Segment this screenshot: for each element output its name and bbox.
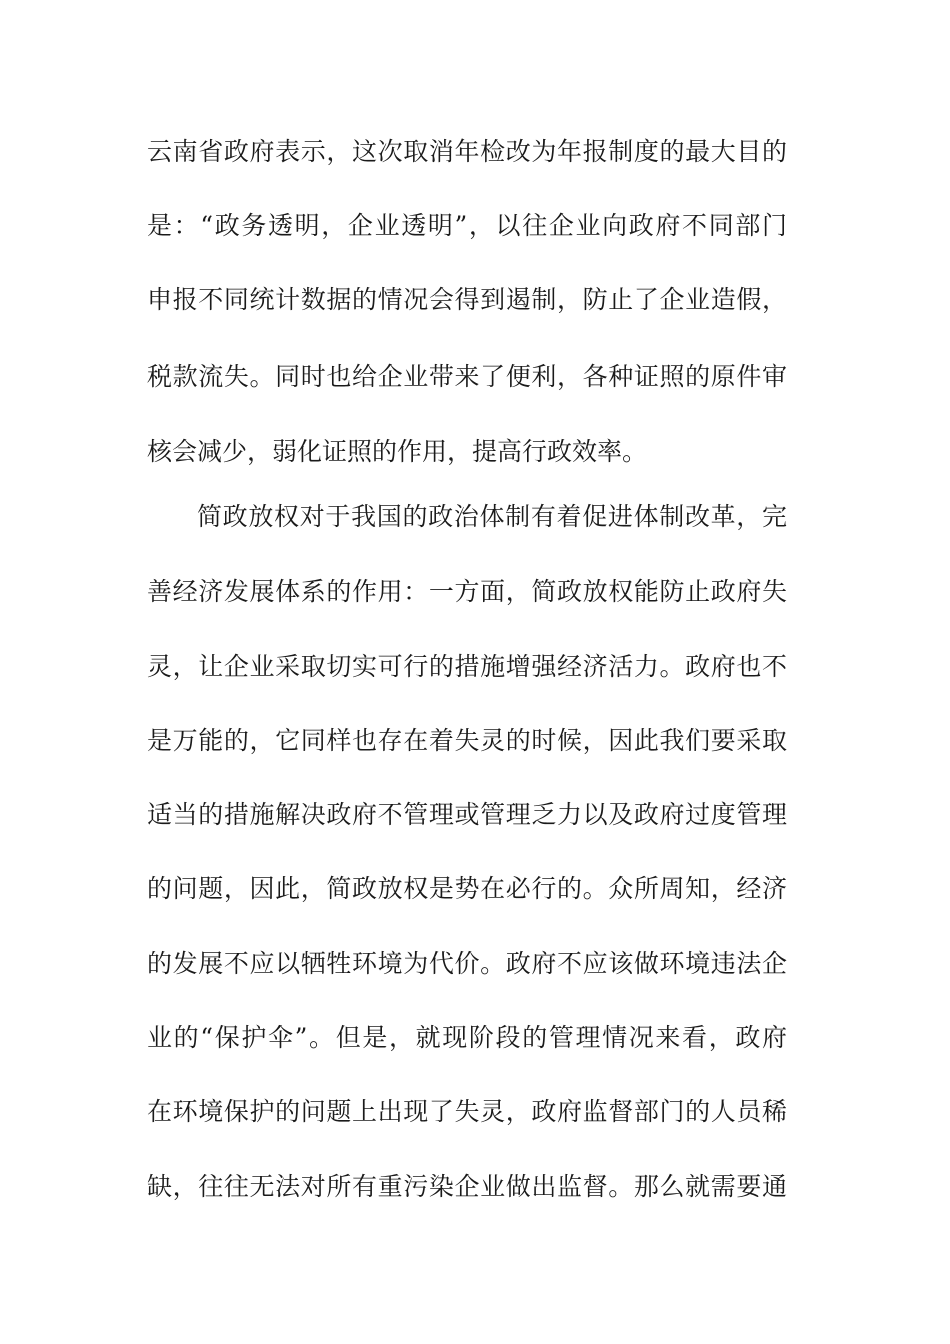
text-line-6: 简政放权对于我国的政治体制有着促进体制改革，完 <box>197 502 787 531</box>
text-line-2: 是：“政务透明，企业透明”，以往企业向政府不同部门 <box>147 211 787 240</box>
text-line-4: 税款流失。同时也给企业带来了便利，各种证照的原件审 <box>147 362 787 391</box>
text-line-13: 业的“保护伞”。但是，就现阶段的管理情况来看，政府 <box>147 1023 787 1052</box>
text-line-5: 核会减少，弱化证照的作用，提高行政效率。 <box>147 437 648 466</box>
text-line-15: 缺，往往无法对所有重污染企业做出监督。那么就需要通 <box>147 1172 787 1201</box>
text-line-10: 适当的措施解决政府不管理或管理乏力以及政府过度管理 <box>147 800 787 829</box>
text-line-14: 在环境保护的问题上出现了失灵，政府监督部门的人员稀 <box>147 1097 787 1126</box>
text-line-7: 善经济发展体系的作用：一方面，简政放权能防止政府失 <box>147 577 787 606</box>
text-line-12: 的发展不应以牺牲环境为代价。政府不应该做环境违法企 <box>147 949 787 978</box>
text-line-8: 灵，让企业采取切实可行的措施增强经济活力。政府也不 <box>147 652 787 681</box>
text-line-11: 的问题，因此，简政放权是势在必行的。众所周知，经济 <box>147 874 787 903</box>
text-line-3: 申报不同统计数据的情况会得到遏制，防止了企业造假， <box>147 285 787 314</box>
text-line-1: 云南省政府表示，这次取消年检改为年报制度的最大目的 <box>147 137 787 166</box>
text-line-9: 是万能的，它同样也存在着失灵的时候，因此我们要采取 <box>147 726 787 755</box>
